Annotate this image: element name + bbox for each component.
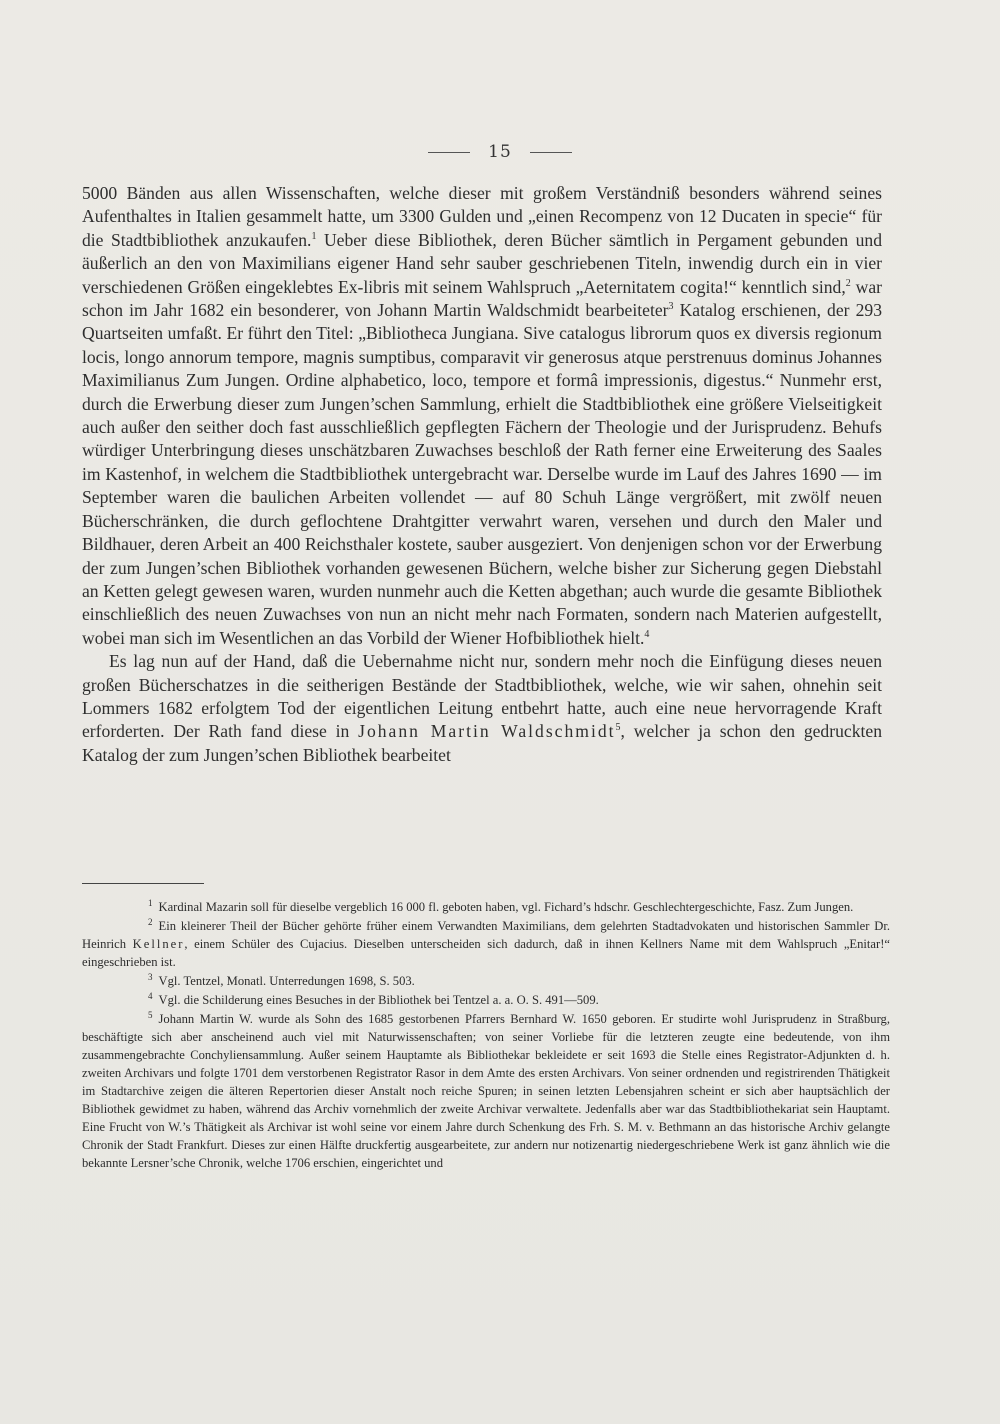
footnote-1 — [82, 898, 890, 916]
footnote-4 — [82, 991, 890, 1009]
footnote-2 — [82, 917, 890, 971]
paragraph-1-part-c: war schon im Jahr 1682 ein besonderer, von Johann Martin Waldschmidt bearbeiteter — [82, 276, 882, 321]
footnote-ref-4: 4 — [644, 628, 650, 640]
paragraph-1 — [82, 182, 882, 650]
footnote-rule — [82, 883, 204, 884]
footnote-ref-1: 1 — [311, 230, 317, 242]
header-dash-left — [428, 152, 470, 153]
paragraph-1-part-b: Ueber diese Bibliothek, deren Bücher sämtlich in Pergament gebunden und äußerlich an den von Maximilians eigener Hand sehr sauber geschriebenen Titeln, inwendig durch ein in vier verschiedenen Größen eingeklebtes Ex-libris mit seinem Wahlspruch „Aeternitatem cogita!“ kenntlich sind, — [82, 229, 882, 297]
footnote-mark-4: 4 — [148, 990, 153, 1001]
footnote-mark-3: 3 — [148, 971, 153, 982]
footnote-text-3: Vgl. Tentzel, Monatl. Unterredungen 1698, S. 503. — [158, 974, 415, 988]
footnote-3 — [82, 972, 890, 990]
page-number: 15 — [488, 142, 512, 162]
footnote-mark-2: 2 — [148, 916, 153, 927]
footnote-text-2a: Ein kleinerer Theil der Bücher gehörte früher einem Verwandten Maximilians, dem gelehrten Stadtadvokaten und historischen Sammler Dr. Heinrich — [82, 919, 890, 951]
header-dash-right — [530, 152, 572, 153]
paragraph-2-part-a: Es lag nun auf der Hand, daß die Uebernahme nicht nur, sondern mehr noch die Einfügung dieses neuen großen Bücherschatzes in die seitherigen Bestände der Stadtbibliothek, welche, wie wir sahen, ohnehin seit Lommers 1682 erfolgtem Tod der eigentlichen Leitung entbehrt hatte, auch eine neue hervorragende Kraft erforderten. Der Rath fand diese in — [82, 651, 882, 742]
paragraph-2-name: Johann Martin Waldschmidt — [358, 721, 616, 742]
main-text — [82, 182, 882, 767]
footnote-2-name: Kellner — [132, 937, 185, 951]
footnote-ref-2: 2 — [845, 277, 851, 289]
footnote-5 — [82, 1010, 890, 1172]
footnote-mark-5: 5 — [148, 1009, 153, 1020]
footnotes — [82, 898, 890, 1173]
footnote-text-1: Kardinal Mazarin soll für dieselbe vergeblich 16 000 fl. geboten haben, vgl. Fichard’s hdschr. Geschlechtergeschichte, Fasz. Zum Jungen. — [158, 900, 854, 914]
paragraph-1-part-a: 5000 Bänden aus allen Wissenschaften, welche dieser mit großem Verständniß besonders während seines Aufenthaltes in Italien gesammelt hatte, um 3300 Gulden und „einen Recompenz von 12 Ducaten in specie“ für die Stadtbibliothek anzukaufen. — [82, 183, 882, 250]
footnote-text-2b: , einem Schüler des Cujacius. Dieselben unterscheiden sich dadurch, daß in ihnen Kellners Name mit dem Wahlspruch „Enitar!“ eingeschrieben ist. — [82, 937, 890, 969]
paragraph-2-part-b: , welcher ja schon den gedruckten Katalog der zum Jungen’schen Bibliothek bearbeitet — [82, 721, 882, 765]
page-header — [0, 142, 1000, 162]
footnote-mark-1: 1 — [148, 897, 153, 908]
footnote-text-4: Vgl. die Schilderung eines Besuches in der Bibliothek bei Tentzel a. a. O. S. 491—509. — [158, 993, 599, 1007]
paragraph-2 — [82, 650, 882, 767]
footnote-ref-3: 3 — [668, 301, 674, 313]
paragraph-1-part-d: Katalog erschienen, der 293 Quartseiten umfaßt. Er führt den Titel: „Bibliotheca Jungiana. Sive catalogus librorum quos ex diversis regionum locis, longo annorum tempore, magnis sumptibus, comparavit vir generosus atque perstrenuus dominus Johannes Maximilianus Zum Jungen. Ordine alphabetico, loco, tempore et formâ impressionis, digestus.“ Nunmehr erst, durch die Erwerbung dieser zum Jungen’schen Sammlung, erhielt die Stadtbibliothek eine größere Vielseitigkeit auch außer den seither doch fast ausschließlich gepflegten Fächern der Theologie und der Jurisprudenz. Behufs würdiger Unterbringung dieses unschätzbaren Zuwachses beschloß der Rath ferner eine Erweiterung des Saales im Kastenhof, in welchem die Stadtbibliothek untergebracht war. Derselbe wurde im Lauf des Jahres 1690 — im September waren die baulichen Arbeiten vollendet — auf 80 Schuh Länge vergrößert, mit zwölf neuen Bücherschränken, die durch geflochtene Drahtgitter verwahrt waren, versehen und durch den Maler und Bildhauer, deren Arbeit an 400 Reichsthaler kostete, sauber ausgeziert. Von denjenigen schon vor der Erwerbung der zum Jungen’schen Bibliothek vorhanden gewesenen Büchern, welche bisher zur Sicherung gegen Diebstahl an Ketten gelegt gewesen waren, wurden nunmehr auch die Ketten abgethan; auch wurde die gesamte Bibliothek einschließlich des neuen Zuwachses von nun an nicht mehr nach Formaten, sondern nach Materien aufgestellt, wobei man sich im Wesentlichen an das Vorbild der Wiener Hofbibliothek hielt. — [82, 300, 882, 648]
footnote-ref-5: 5 — [615, 722, 621, 734]
footnote-text-5: Johann Martin W. wurde als Sohn des 1685 gestorbenen Pfarrers Bernhard W. 1650 geboren. Er studirte wohl Jurisprudenz in Straßburg, beschäftigte sich aber anscheinend auch viel mit Naturwissenschaften; von seiner Vorliebe für die letzteren zeugte eine bedeutende, von ihm zusammengebrachte Conchyliensammlung. Außer seinem Hauptamte als Bibliothekar bekleidete er seit 1693 die Stelle eines Registrator-Adjunkten d. h. zweiten Archivars und folgte 1701 dem verstorbenen Registrator Rasor in dem Amte des ersten Archivars. Von seiner ordnenden und registrirenden Thätigkeit im Stadtarchive zeigen die älteren Repertorien dieser Anstalt noch reiche Spuren; in seinen letzten Lebensjahren scheint er sich aber hauptsächlich der Bibliothek gewidmet zu haben, während das Archiv vornehmlich der zweite Archivar verwaltete. Jedenfalls aber war das Stadtbibliothekariat sein Hauptamt. Eine Frucht von W.’s Thätigkeit als Archivar ist wohl seine vor einem Jahre durch Schenkung des Frh. S. M. v. Bethmann an das historische Archiv gelangte Chronik der Stadt Frankfurt. Dieses zur einen Hälfte druckfertig ausgearbeitete, zur andern nur notizenartig niedergeschriebene Werk ist ganz ähnlich wie die bekannte Lersner’sche Chronik, welche 1706 erschien, eingerichtet und — [82, 1012, 890, 1170]
